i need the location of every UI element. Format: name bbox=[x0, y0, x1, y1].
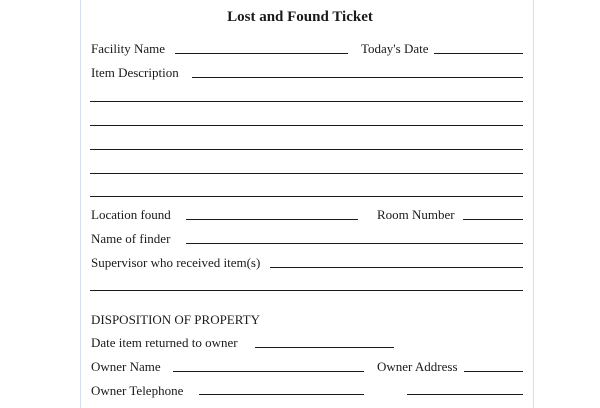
date-returned-field[interactable] bbox=[255, 347, 394, 348]
date-returned-label: Date item returned to owner bbox=[91, 335, 238, 350]
item-description-line[interactable] bbox=[90, 173, 523, 174]
owner-telephone-label: Owner Telephone bbox=[91, 383, 184, 398]
item-description-line[interactable] bbox=[90, 149, 523, 150]
owner-address-label: Owner Address bbox=[377, 359, 458, 374]
owner-telephone-field[interactable] bbox=[199, 394, 364, 395]
name-of-finder-label: Name of finder bbox=[91, 231, 171, 246]
name-of-finder-field[interactable] bbox=[186, 243, 523, 244]
room-number-field[interactable] bbox=[463, 219, 523, 220]
supervisor-label: Supervisor who received item(s) bbox=[91, 255, 261, 270]
location-found-field[interactable] bbox=[186, 219, 358, 220]
item-description-field[interactable] bbox=[192, 77, 523, 78]
owner-address-line[interactable] bbox=[407, 394, 523, 395]
room-number-label: Room Number bbox=[377, 207, 455, 222]
item-description-label: Item Description bbox=[91, 65, 179, 80]
owner-name-field[interactable] bbox=[173, 371, 364, 372]
facility-name-label: Facility Name bbox=[91, 41, 166, 56]
facility-name-field[interactable] bbox=[175, 53, 348, 54]
todays-date-label: Today's Date bbox=[361, 41, 429, 56]
owner-address-field[interactable] bbox=[464, 371, 523, 372]
item-description-line[interactable] bbox=[90, 125, 523, 126]
todays-date-field[interactable] bbox=[434, 53, 523, 54]
disposition-heading: DISPOSITION OF PROPERTY bbox=[91, 312, 260, 327]
location-found-label: Location found bbox=[91, 207, 171, 222]
owner-name-label: Owner Name bbox=[91, 359, 161, 374]
item-description-line[interactable] bbox=[90, 196, 523, 197]
supervisor-field[interactable] bbox=[270, 267, 523, 268]
supervisor-line[interactable] bbox=[90, 290, 523, 291]
item-description-line[interactable] bbox=[90, 101, 523, 102]
form-title: Lost and Found Ticket bbox=[227, 9, 373, 25]
